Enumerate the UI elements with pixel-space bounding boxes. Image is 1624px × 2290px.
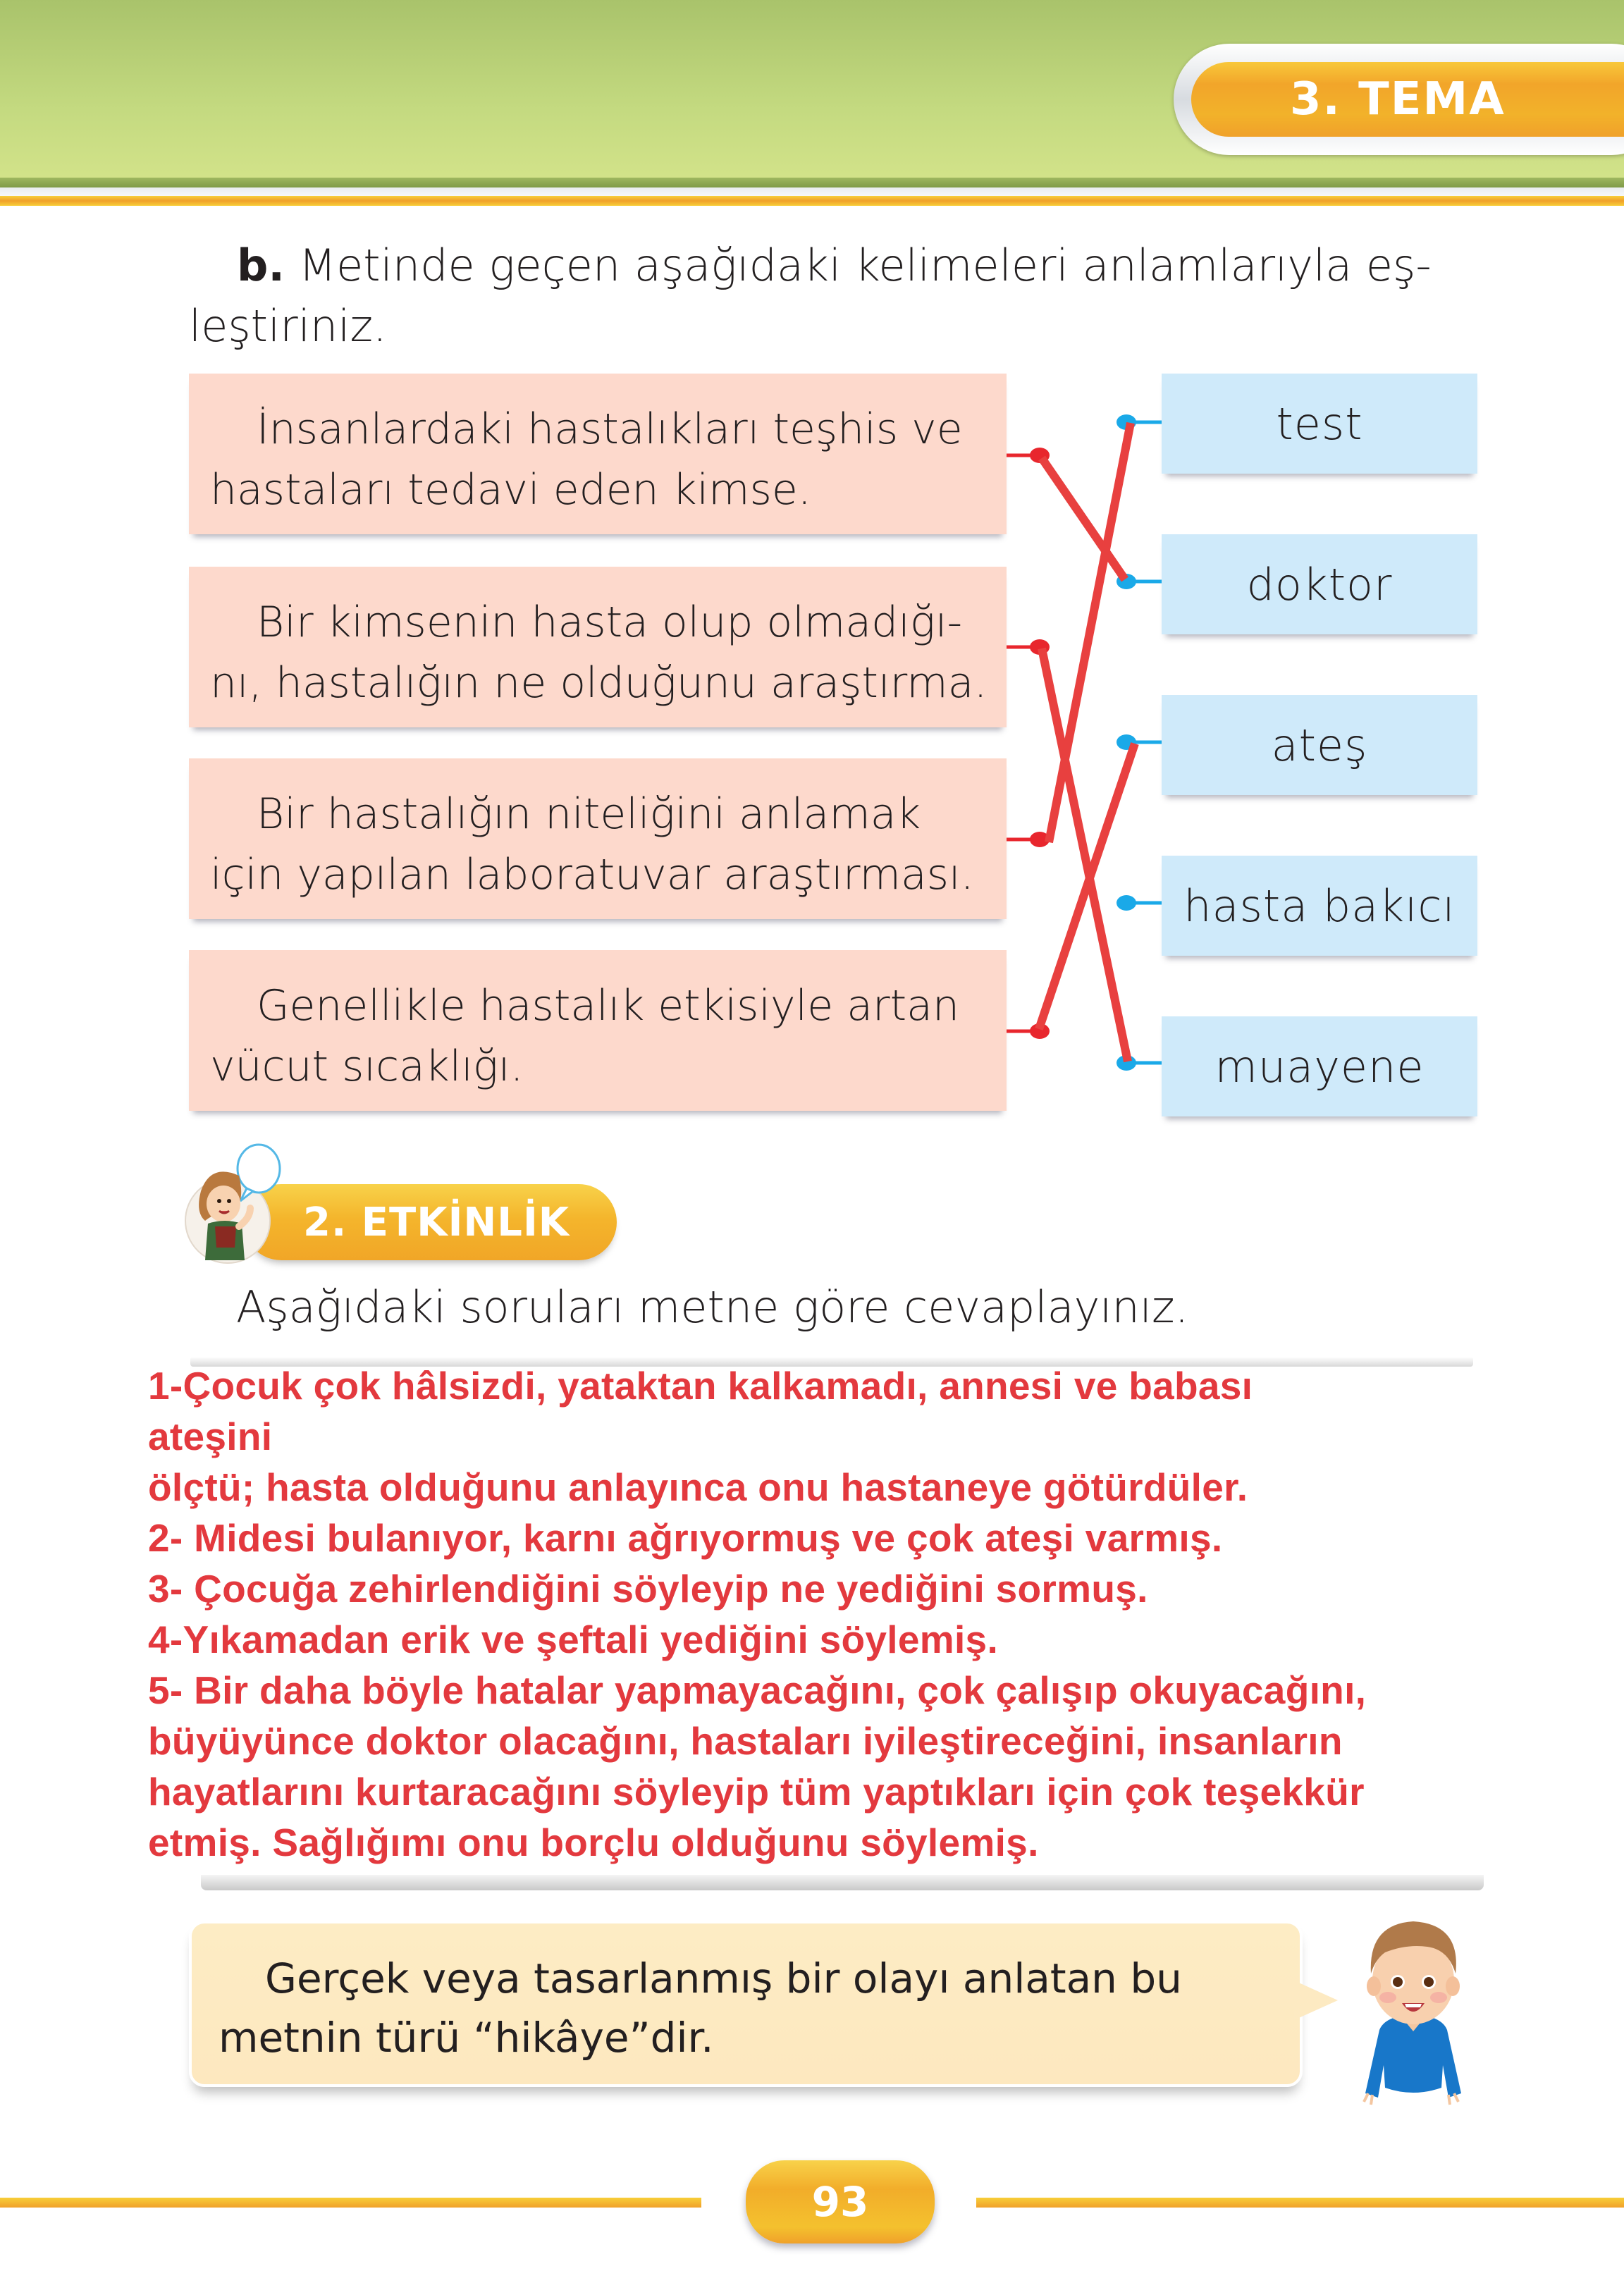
page-number-badge bbox=[746, 2160, 935, 2243]
answer-line: 5- Bir daha böyle hatalar yapmayacağını, çok çalışıp okuyacağını, bbox=[148, 1668, 1367, 1712]
word-label: ateş bbox=[1271, 719, 1368, 771]
answer-line: 4-Yıkamadan erik ve şeftali yediğini söylemiş. bbox=[148, 1618, 999, 1661]
theme-badge-label: 3. TEMA bbox=[1290, 73, 1506, 125]
question-text-line1: Metinde geçen aşağıdaki kelimeleri anlamlarıyla eş- bbox=[298, 240, 1432, 291]
answer-area-bottom-edge bbox=[201, 1875, 1484, 1890]
activity-badge-label: 2. ETKİNLİK bbox=[303, 1199, 570, 1245]
answer-line: 1-Çocuk çok hâlsizdi, yataktan kalkamadı, annesi ve babası bbox=[148, 1364, 1253, 1408]
footer-line-left bbox=[0, 2198, 701, 2208]
answer-line: 2- Midesi bulanıyor, karnı ağrıyormuş ve çok ateşi varmış. bbox=[148, 1516, 1223, 1560]
definition-text: Bir kimsenin hasta olup olmadığı- nı, hastalığın ne olduğunu araştırma. bbox=[210, 598, 988, 708]
word-label: test bbox=[1276, 398, 1363, 450]
answer-line: ölçtü; hasta olduğunu anlayınca onu hastaneye götürdüler. bbox=[148, 1465, 1248, 1509]
activity-instruction: Aşağıdaki soruları metne göre cevaplayınız. bbox=[236, 1281, 1189, 1333]
answer-line: ateşini bbox=[148, 1415, 273, 1458]
question-letter: b. bbox=[237, 240, 285, 291]
right-connector-dots bbox=[1116, 414, 1162, 1071]
info-text: Gerçek veya tasarlanmış bir olayı anlatan bu metnin türü “hikâye”dir. bbox=[219, 1954, 1182, 2062]
answer-line: 3- Çocuğa zehirlendiğini söyleyip ne yediğini sormuş. bbox=[148, 1567, 1148, 1611]
word-label: hasta bakıcı bbox=[1183, 880, 1456, 932]
definition-text: Bir hastalığın niteliğini anlamak için yapılan laboratuvar araştırması. bbox=[210, 789, 974, 899]
boy-character-icon bbox=[1343, 1903, 1484, 2114]
answer-line: büyüyünce doktor olacağını, hastaları iyileştireceğini, insanların bbox=[148, 1719, 1343, 1763]
word-label: doktor bbox=[1246, 558, 1393, 610]
answer-text-block bbox=[148, 1360, 1558, 1868]
footer-line-right bbox=[976, 2198, 1624, 2208]
answer-line: hayatlarını kurtaracağını söyleyip tüm yaptıkları için çok teşekkür bbox=[148, 1770, 1365, 1814]
answer-line: etmiş. Sağlığımı onu borçlu olduğunu söylemiş. bbox=[148, 1821, 1039, 1864]
question-b-line2: leştiriniz. bbox=[189, 300, 387, 352]
left-connector-dots bbox=[1007, 448, 1050, 1039]
definition-text: İnsanlardaki hastalıkları teşhis ve hastaları tedavi eden kimse. bbox=[210, 405, 963, 515]
info-speech-bubble bbox=[189, 1921, 1303, 2087]
word-label: muayene bbox=[1214, 1040, 1425, 1092]
page-number: 93 bbox=[811, 2178, 869, 2226]
speech-bubble-tail bbox=[1294, 1981, 1338, 2020]
definition-text: Genellikle hastalık etkisiyle artan vücut sıcaklığı. bbox=[210, 981, 959, 1091]
girl-character-icon bbox=[180, 1142, 307, 1269]
